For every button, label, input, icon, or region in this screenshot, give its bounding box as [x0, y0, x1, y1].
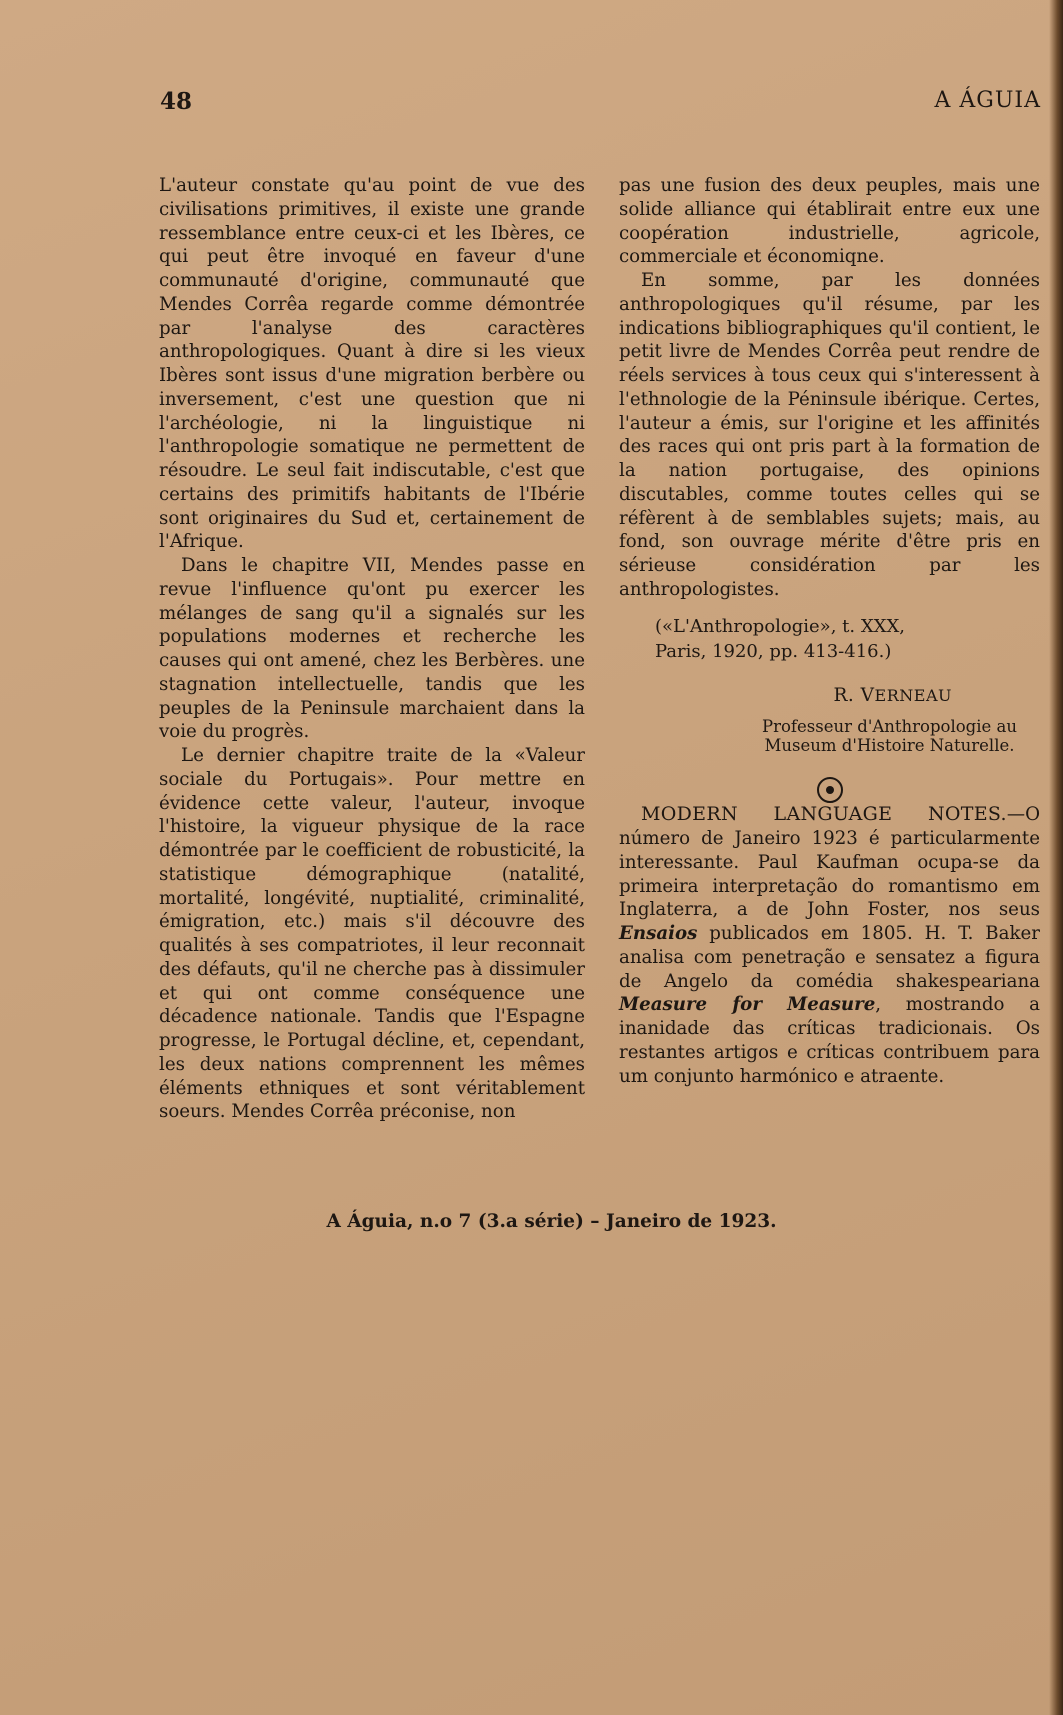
issue-footer: A Águia, n.o 7 (3.a série) – Janeiro de 1923.: [326, 1211, 777, 1232]
notes-paragraph: [619, 803, 1040, 1088]
page-edge: [1049, 0, 1063, 1715]
left-column: [159, 174, 585, 1124]
author-initial: R. V: [833, 684, 875, 706]
author-signature: [619, 684, 1040, 708]
author-affiliation: [739, 717, 1040, 755]
citation: [655, 614, 1040, 664]
paragraph: pas une fusion des deux peuples, mais une solide alliance qui établirait entre eux une coopération industrielle, agricole, commerciale et économiqne.: [619, 175, 1040, 268]
notes-italic: Measure for Measure: [619, 994, 876, 1016]
citation-line: Paris, 1920, pp. 413-416.): [655, 640, 892, 662]
notes-text: —O número de Janeiro 1923 é particularmente interessante. Paul Kaufman ocupa-se da primeira interpretação do romantismo em Inglaterra, a de John Foster, nos seus: [619, 804, 1040, 921]
circle-dot-icon: [817, 777, 843, 803]
paragraph: En somme, par les données anthropologiques qu'il résume, par les indications bibliographiques qu'il contient, le petit livre de Mendes Corrêa peut rendre de réels services à tous ceux qui s'interessent à l'ethnologie de la Péninsule ibérique. Certes, l'auteur a émis, sur l'origine et les affinités des races qui ont pris part à la formation de la nation portugaise, des opinions discutables, comme toutes celles qui se réfèrent à de semblables sujets; mais, au fond, son ouvrage mérite d'être pris en sérieuse considération par les anthropologistes.: [619, 270, 1040, 600]
paragraph: Le dernier chapitre traite de la «Valeur sociale du Portugais». Pour mettre en évidence cette valeur, l'auteur, invoque l'histoire, la vigueur physique de la race démontrée par le coefficient de robusticité, la statistique démographique (natalité, mortalité, longévité, nuptialité, criminalité, émigration, etc.) mais s'il découvre des qualités à ses compatriotes, il leur reconnait des défauts, qu'il ne cherche pas à dissimuler et qui ont comme conséquence une décadence nationale. Tandis que l'Espagne progresse, le Portugal décline, et, cependant, les deux nations comprennent les mêmes éléments ethniques et sont véritablement soeurs. Mendes Corrêa préconise, non: [159, 745, 585, 1123]
page-number: 48: [160, 88, 193, 115]
author-surname: ERNEAU: [874, 685, 952, 705]
notes-italic: Ensaios: [619, 923, 698, 944]
running-title: A ÁGUIA: [934, 88, 1041, 113]
notes-heading: MODERN LANGUAGE NOTES.: [641, 803, 1007, 826]
affiliation-line: Museum d'Histoire Naturelle.: [764, 736, 1015, 756]
page-header: [0, 88, 1063, 118]
right-column: [619, 174, 1040, 1088]
paragraph: Dans le chapitre VII, Mendes passe en revue l'influence qu'ont pu exercer les mélanges de sang qu'il a signalés sur les populations modernes et recherche les causes qui ont amené, chez les Berbères. une stagnation intellectuelle, tandis que les peuples de la Peninsule marchaient dans la voie du progrès.: [159, 555, 585, 743]
notes-text: , mostrando a inanidade das críticas tradicionais. Os restantes artigos e críticas contribuem para um conjunto harmónico e atraente.: [619, 994, 1040, 1087]
notes-text: publicados em 1805. H. T. Baker analisa com penetração e sensatez a figura de Angelo da comédia shakespeariana: [619, 923, 1040, 992]
citation-line: («L'Anthropologie», t. XXX,: [655, 615, 905, 637]
paragraph: L'auteur constate qu'au point de vue des civilisations primitives, il existe une grande ressemblance entre ceux-ci et les Ibères, ce qui peut être invoqué en faveur d'une communauté d'origine, communauté que Mendes Corrêa regarde comme démontrée par l'analyse des caractères anthropologiques. Quant à dire si les vieux Ibères sont issus d'une migration berbère ou inversement, c'est une question que ni l'archéologie, ni la linguistique ni l'anthropologie somatique ne permettent de résoudre. Le seul fait indiscutable, c'est que certains des primitifs habitants de l'Ibérie sont originaires du Sud et, certainement de l'Afrique.: [159, 175, 585, 553]
affiliation-line: Professeur d'Anthropologie au: [762, 717, 1017, 737]
